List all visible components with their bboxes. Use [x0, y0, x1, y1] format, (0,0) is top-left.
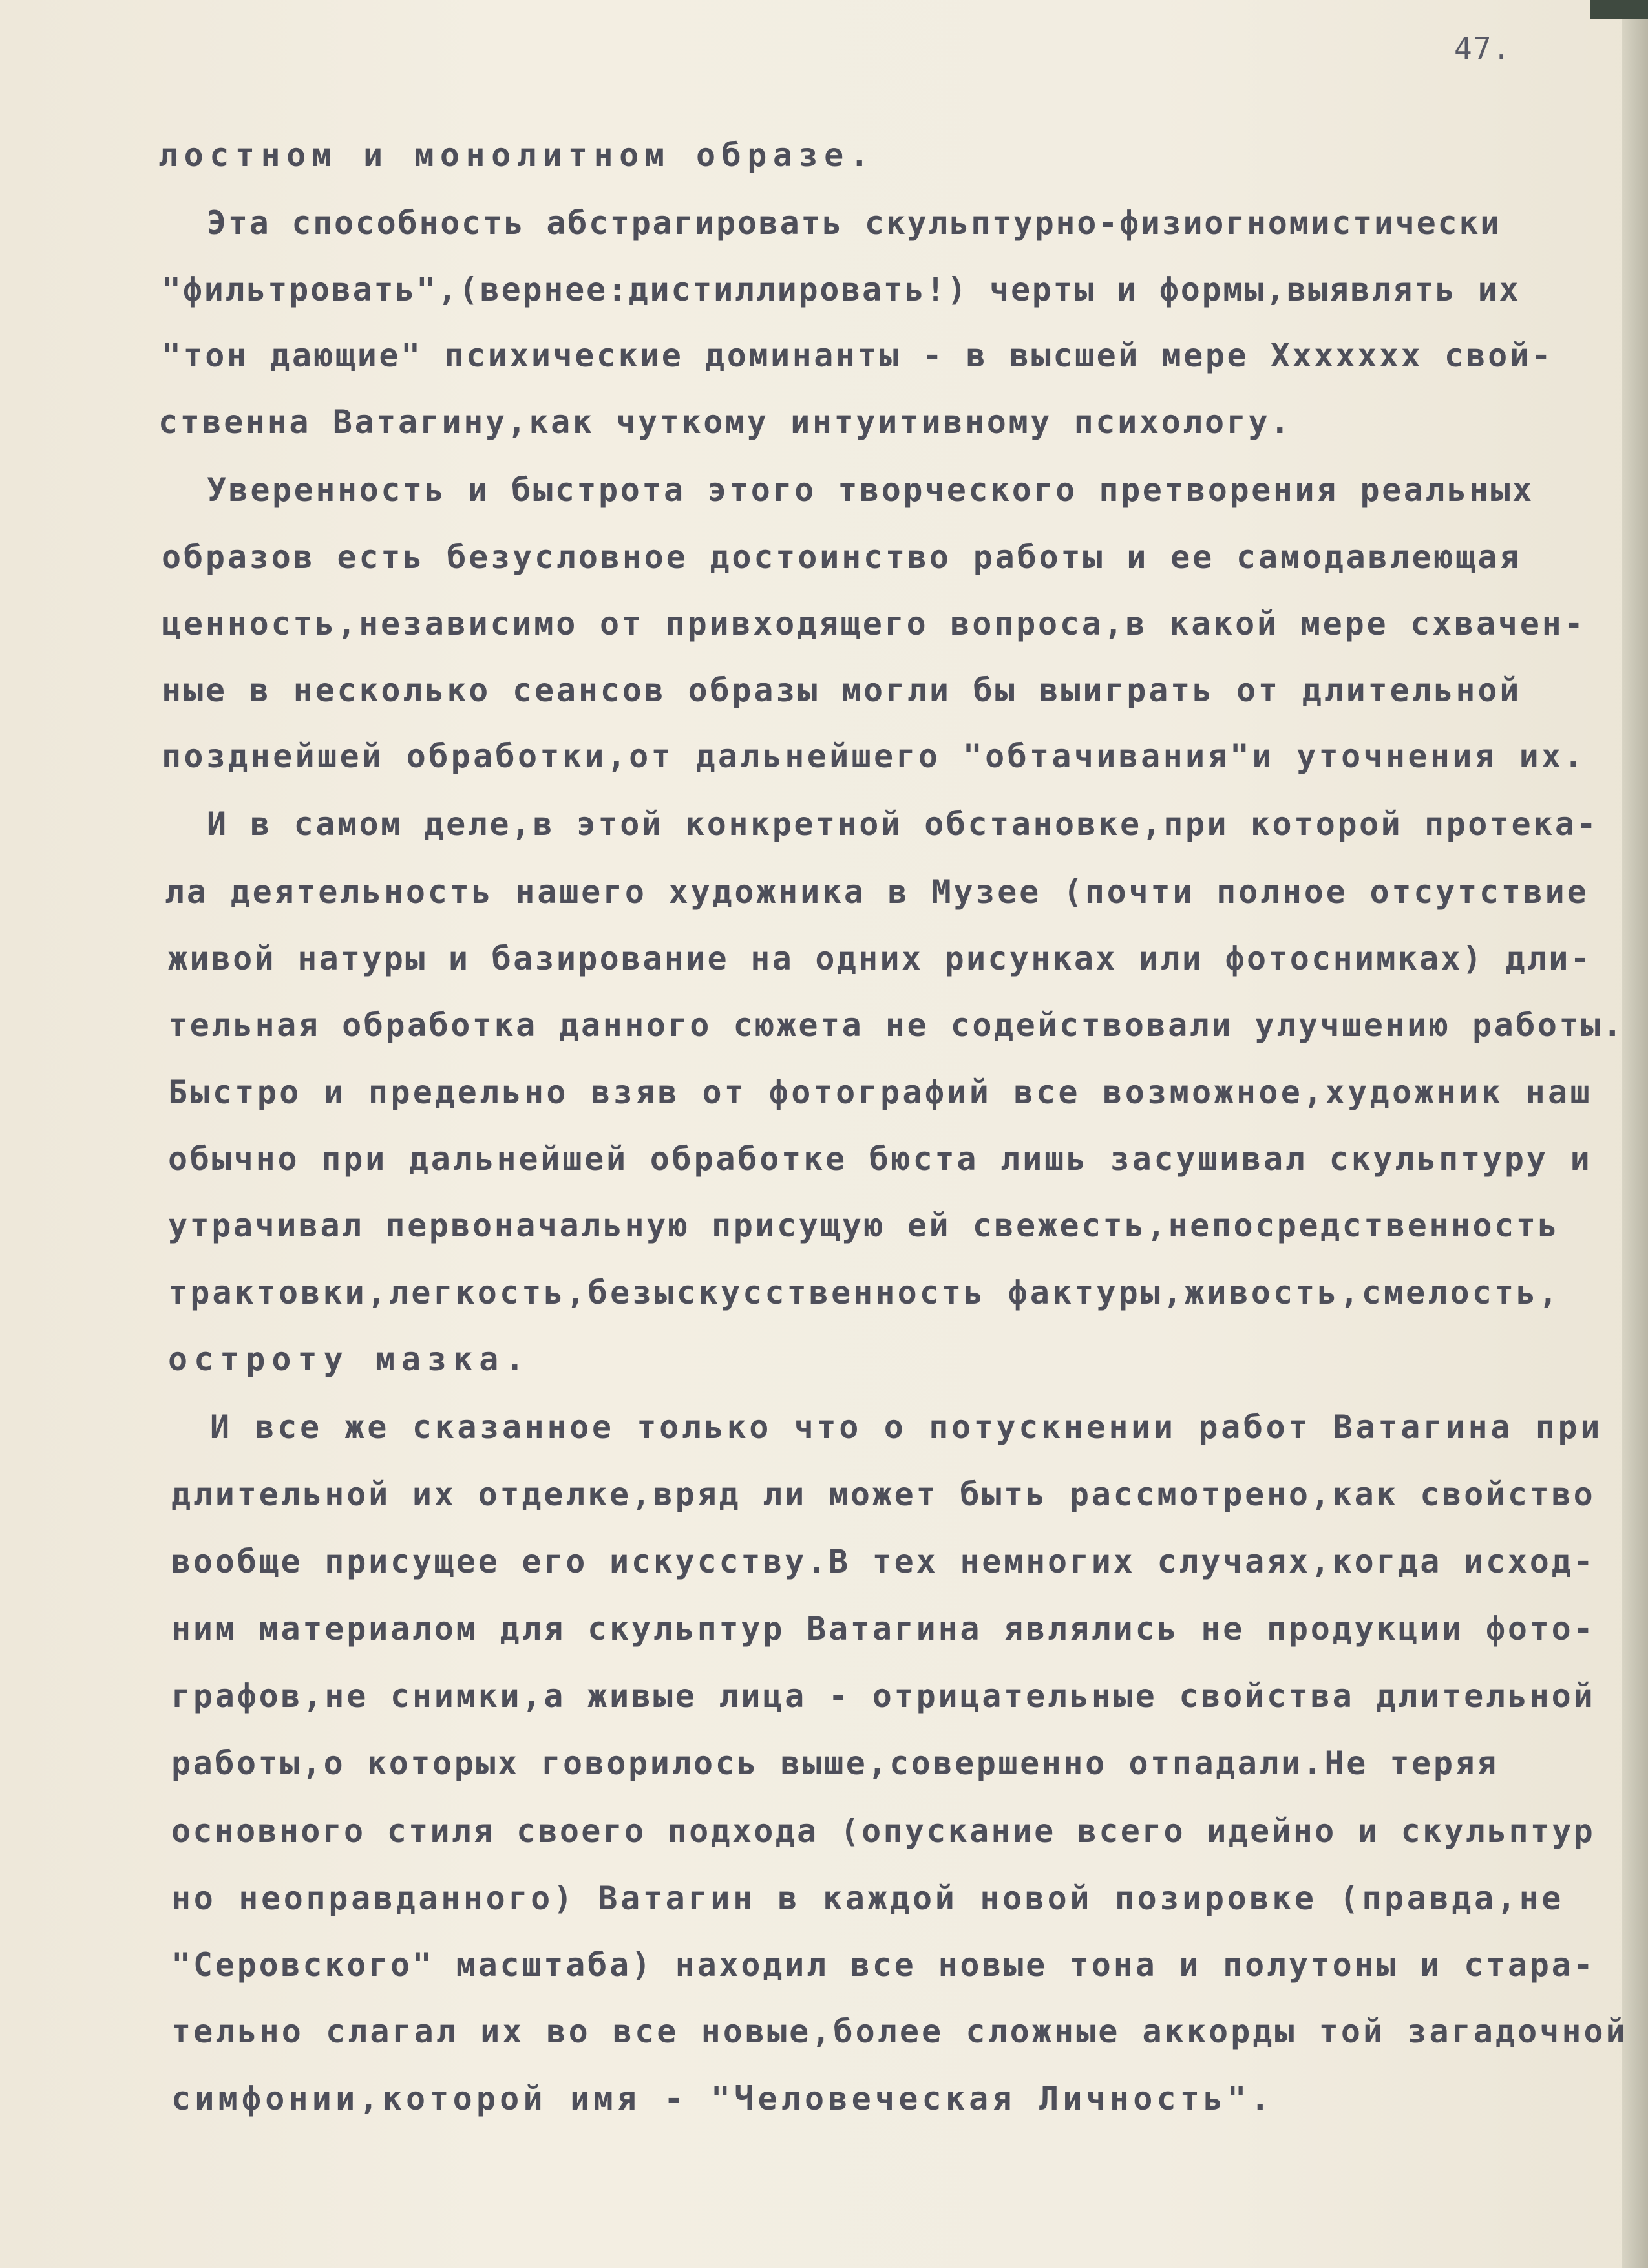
text-line: утрачивал первоначальную присущую ей свежесть,непосредственность — [168, 1207, 1560, 1244]
text-line: остроту мазка. — [168, 1341, 531, 1378]
text-line: И в самом деле,в этой конкретной обстановке,при которой протека- — [207, 805, 1599, 843]
text-line: Быстро и предельно взяв от фотографий все возможное,художник наш — [168, 1074, 1592, 1111]
text-line: вообще присущее его искусству.В тех немногих случаях,когда исход- — [171, 1543, 1596, 1580]
text-line: ним материалом для скульптур Ватагина являлись не продукции фото- — [171, 1610, 1596, 1648]
text-line: лостном и монолитном образе. — [158, 136, 876, 174]
text-line: тельная обработка данного сюжета не содействовали улучшению работы. — [168, 1006, 1625, 1044]
text-line: "тон дающие" психические доминанты - в высшей мере Ххххххх свой- — [162, 337, 1554, 374]
text-line: Эта способность абстрагировать скульптурно-физиогномистически — [207, 204, 1501, 242]
text-line: длительной их отделке,вряд ли может быть рассмотрено,как свойство — [171, 1476, 1596, 1513]
text-line: ственна Ватагину,как чуткому интуитивному психологу. — [158, 403, 1292, 441]
page-number: 47. — [1454, 31, 1512, 66]
text-line: живой натуры и базирование на одних рисунках или фотоснимках) дли- — [168, 940, 1592, 977]
text-line: основного стиля своего подхода (опускание всего идейно и скульптур — [171, 1812, 1596, 1850]
text-line: образов есть безусловное достоинство работы и ее самодавлеющая — [162, 538, 1522, 576]
text-line: работы,о которых говорилось выше,совершенно отпадали.Не теряя — [171, 1744, 1499, 1782]
text-line: "Серовского" масштаба) находил все новые тона и полутоны и стара- — [171, 1946, 1596, 1984]
text-line: ные в несколько сеансов образы могли бы выиграть от длительной — [162, 672, 1522, 709]
text-line: но неоправданного) Ватагин в каждой новой позировке (правда,не — [171, 1880, 1565, 1917]
text-line: трактовки,легкость,безыскусственность фактуры,живость,смелость, — [168, 1274, 1561, 1311]
text-line: обычно при дальнейшей обработке бюста лишь засушивал скульптуру и — [168, 1140, 1592, 1178]
text-line: графов,не снимки,а живые лица - отрицательные свойства длительной — [171, 1677, 1596, 1715]
text-line: Уверенность и быстрота этого творческого претворения реальных — [207, 471, 1534, 509]
text-line: симфонии,которой имя - "Человеческая Личность". — [171, 2080, 1274, 2117]
text-line: ценность,независимо от привходящего вопроса,в какой мере схвачен- — [162, 605, 1586, 642]
text-line: тельно слагал их во все новые,более сложные аккорды той загадочной — [171, 2013, 1628, 2050]
text-line: ла деятельность нашего художника в Музее (почти полное отсутствие — [165, 873, 1589, 911]
text-line: И все же сказанное только что о потускнении работ Ватагина при — [210, 1408, 1603, 1446]
text-line: позднейшей обработки,от дальнейшего "обтачивания"и уточнения их. — [162, 737, 1586, 775]
text-line: "фильтровать",(вернее:дистиллировать!) черты и формы,выявлять их — [162, 271, 1521, 308]
